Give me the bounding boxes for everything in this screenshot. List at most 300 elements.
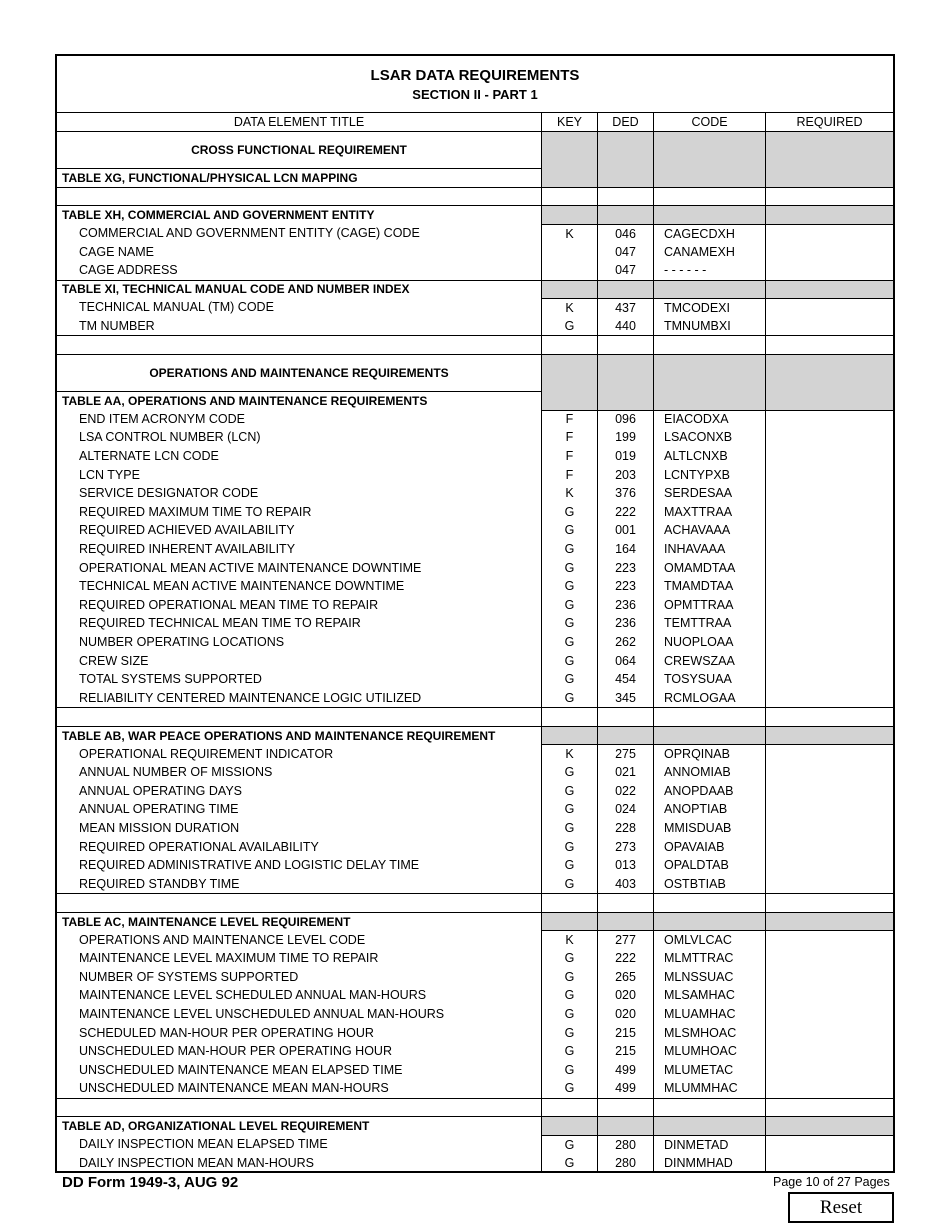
code-cell: OMAMDTAA bbox=[654, 558, 766, 577]
ded-cell bbox=[598, 893, 654, 912]
key-cell bbox=[542, 726, 598, 745]
key-cell: G bbox=[542, 949, 598, 968]
ded-cell: 046 bbox=[598, 224, 654, 243]
element-title: END ITEM ACRONYM CODE bbox=[57, 410, 542, 429]
code-cell bbox=[654, 912, 766, 931]
ded-cell: 280 bbox=[598, 1154, 654, 1173]
table-group-title: TABLE AB, WAR PEACE OPERATIONS AND MAINTENANCE REQUIREMENT bbox=[57, 726, 542, 745]
element-title: TECHNICAL MEAN ACTIVE MAINTENANCE DOWNTIME bbox=[57, 577, 542, 596]
element-title: REQUIRED INHERENT AVAILABILITY bbox=[57, 540, 542, 559]
table-row bbox=[57, 484, 893, 503]
key-cell: G bbox=[542, 763, 598, 782]
required-input bbox=[766, 893, 893, 912]
element-title: TECHNICAL MANUAL (TM) CODE bbox=[57, 298, 542, 317]
table-group-title bbox=[57, 1098, 542, 1117]
column-header-ded: DED bbox=[598, 112, 654, 131]
key-cell: G bbox=[542, 1079, 598, 1098]
required-input bbox=[766, 1116, 893, 1135]
table-row bbox=[57, 1005, 893, 1024]
key-cell: G bbox=[542, 986, 598, 1005]
code-cell: TMNUMBXI bbox=[654, 317, 766, 336]
page-info: Page 10 of 27 Pages bbox=[773, 1175, 890, 1189]
ded-cell bbox=[598, 354, 654, 391]
code-cell: ANNOMIAB bbox=[654, 763, 766, 782]
element-title: SERVICE DESIGNATOR CODE bbox=[57, 484, 542, 503]
code-cell: CAGECDXH bbox=[654, 224, 766, 243]
ded-cell: 222 bbox=[598, 503, 654, 522]
table-row bbox=[57, 651, 893, 670]
table-group-title bbox=[57, 893, 542, 912]
ded-cell: 223 bbox=[598, 577, 654, 596]
table-group-header bbox=[57, 912, 893, 931]
ded-cell: 022 bbox=[598, 782, 654, 801]
table-row bbox=[57, 558, 893, 577]
required-input[interactable] bbox=[766, 577, 893, 596]
ded-cell: 499 bbox=[598, 1079, 654, 1098]
code-cell bbox=[654, 187, 766, 206]
code-cell: TOSYSUAA bbox=[654, 670, 766, 689]
required-input bbox=[766, 1098, 893, 1117]
required-input[interactable] bbox=[766, 1061, 893, 1080]
required-input[interactable] bbox=[766, 410, 893, 429]
lsar-form bbox=[55, 54, 895, 1173]
key-cell: K bbox=[542, 484, 598, 503]
table-group-title bbox=[57, 187, 542, 206]
code-cell bbox=[654, 335, 766, 354]
key-cell bbox=[542, 1098, 598, 1117]
code-cell: INHAVAAA bbox=[654, 540, 766, 559]
key-cell: G bbox=[542, 317, 598, 336]
required-input[interactable] bbox=[766, 540, 893, 559]
blank-row bbox=[57, 1098, 893, 1117]
ded-cell bbox=[598, 280, 654, 299]
code-cell: RCMLOGAA bbox=[654, 689, 766, 708]
required-input[interactable] bbox=[766, 261, 893, 280]
key-cell: K bbox=[542, 298, 598, 317]
table-row bbox=[57, 763, 893, 782]
ded-cell: 236 bbox=[598, 596, 654, 615]
table-group-title: TABLE XI, TECHNICAL MANUAL CODE AND NUMBER INDEX bbox=[57, 280, 542, 299]
element-title: NUMBER OF SYSTEMS SUPPORTED bbox=[57, 968, 542, 987]
key-cell: G bbox=[542, 1061, 598, 1080]
element-title: ANNUAL OPERATING TIME bbox=[57, 800, 542, 819]
required-input[interactable] bbox=[766, 949, 893, 968]
code-cell: MLUMETAC bbox=[654, 1061, 766, 1080]
ded-cell: 215 bbox=[598, 1023, 654, 1042]
table-row bbox=[57, 837, 893, 856]
element-title: RELIABILITY CENTERED MAINTENANCE LOGIC UTILIZED bbox=[57, 689, 542, 708]
form-title: LSAR DATA REQUIREMENTS bbox=[370, 67, 580, 84]
code-cell bbox=[654, 205, 766, 224]
ded-cell: 047 bbox=[598, 242, 654, 261]
key-cell: G bbox=[542, 558, 598, 577]
form-subtitle: SECTION II - PART 1 bbox=[412, 87, 538, 102]
key-cell: G bbox=[542, 837, 598, 856]
key-cell: G bbox=[542, 540, 598, 559]
table-row bbox=[57, 744, 893, 763]
table-group-header bbox=[57, 1116, 893, 1135]
required-input[interactable] bbox=[766, 614, 893, 633]
code-cell bbox=[654, 893, 766, 912]
key-cell bbox=[542, 391, 598, 410]
element-title: REQUIRED STANDBY TIME bbox=[57, 875, 542, 894]
element-title: UNSCHEDULED MAN-HOUR PER OPERATING HOUR bbox=[57, 1042, 542, 1061]
section-title: OPERATIONS AND MAINTENANCE REQUIREMENTS bbox=[57, 354, 542, 391]
table-row bbox=[57, 503, 893, 522]
ded-cell: 273 bbox=[598, 837, 654, 856]
key-cell: G bbox=[542, 782, 598, 801]
section-header bbox=[57, 131, 893, 168]
code-cell: MLMTTRAC bbox=[654, 949, 766, 968]
ded-cell bbox=[598, 726, 654, 745]
table-row bbox=[57, 577, 893, 596]
required-input[interactable] bbox=[766, 689, 893, 708]
key-cell: G bbox=[542, 819, 598, 838]
code-cell: LSACONXB bbox=[654, 428, 766, 447]
code-cell: - - - - - - bbox=[654, 261, 766, 280]
key-cell: G bbox=[542, 521, 598, 540]
element-title: TOTAL SYSTEMS SUPPORTED bbox=[57, 670, 542, 689]
key-cell bbox=[542, 1116, 598, 1135]
key-cell: K bbox=[542, 930, 598, 949]
table-row bbox=[57, 800, 893, 819]
key-cell: G bbox=[542, 689, 598, 708]
code-cell: ANOPDAAB bbox=[654, 782, 766, 801]
key-cell bbox=[542, 280, 598, 299]
code-cell: OSTBTIAB bbox=[654, 875, 766, 894]
required-input[interactable] bbox=[766, 782, 893, 801]
code-cell: TMAMDTAA bbox=[654, 577, 766, 596]
element-title: NUMBER OPERATING LOCATIONS bbox=[57, 633, 542, 652]
required-input[interactable] bbox=[766, 317, 893, 336]
required-input[interactable] bbox=[766, 837, 893, 856]
required-input[interactable] bbox=[766, 800, 893, 819]
key-cell: G bbox=[542, 633, 598, 652]
ded-cell: 199 bbox=[598, 428, 654, 447]
section-title: CROSS FUNCTIONAL REQUIREMENT bbox=[57, 131, 542, 168]
code-cell: TEMTTRAA bbox=[654, 614, 766, 633]
table-row bbox=[57, 1061, 893, 1080]
key-cell bbox=[542, 261, 598, 280]
element-title: CAGE ADDRESS bbox=[57, 261, 542, 280]
ded-cell: 403 bbox=[598, 875, 654, 894]
form-header bbox=[57, 56, 893, 113]
code-cell bbox=[654, 1098, 766, 1117]
required-input[interactable] bbox=[766, 763, 893, 782]
ded-cell bbox=[598, 391, 654, 410]
key-cell bbox=[542, 187, 598, 206]
table-row bbox=[57, 261, 893, 280]
code-cell: MLSMHOAC bbox=[654, 1023, 766, 1042]
blank-row bbox=[57, 707, 893, 726]
required-input[interactable] bbox=[766, 968, 893, 987]
element-title: MAINTENANCE LEVEL MAXIMUM TIME TO REPAIR bbox=[57, 949, 542, 968]
code-cell: EIACODXA bbox=[654, 410, 766, 429]
table-row bbox=[57, 1154, 893, 1173]
required-input[interactable] bbox=[766, 875, 893, 894]
required-input[interactable] bbox=[766, 1079, 893, 1098]
table-row bbox=[57, 1023, 893, 1042]
required-input[interactable] bbox=[766, 521, 893, 540]
code-cell: ANOPTIAB bbox=[654, 800, 766, 819]
key-cell: G bbox=[542, 614, 598, 633]
element-title: DAILY INSPECTION MEAN MAN-HOURS bbox=[57, 1154, 542, 1173]
table-group-header bbox=[57, 391, 893, 410]
ded-cell bbox=[598, 168, 654, 187]
table-row bbox=[57, 689, 893, 708]
table-row bbox=[57, 596, 893, 615]
ded-cell: 265 bbox=[598, 968, 654, 987]
element-title: COMMERCIAL AND GOVERNMENT ENTITY (CAGE) CODE bbox=[57, 224, 542, 243]
element-title: SCHEDULED MAN-HOUR PER OPERATING HOUR bbox=[57, 1023, 542, 1042]
key-cell: F bbox=[542, 410, 598, 429]
element-title: REQUIRED ADMINISTRATIVE AND LOGISTIC DELAY TIME bbox=[57, 856, 542, 875]
key-cell: G bbox=[542, 596, 598, 615]
code-cell bbox=[654, 354, 766, 391]
required-input[interactable] bbox=[766, 465, 893, 484]
key-cell: G bbox=[542, 670, 598, 689]
required-input[interactable] bbox=[766, 224, 893, 243]
code-cell bbox=[654, 280, 766, 299]
ded-cell: 454 bbox=[598, 670, 654, 689]
ded-cell: 064 bbox=[598, 651, 654, 670]
code-cell: OPALDTAB bbox=[654, 856, 766, 875]
ded-cell bbox=[598, 205, 654, 224]
ded-cell: 001 bbox=[598, 521, 654, 540]
required-input[interactable] bbox=[766, 819, 893, 838]
key-cell bbox=[542, 707, 598, 726]
key-cell: G bbox=[542, 800, 598, 819]
key-cell: G bbox=[542, 1154, 598, 1173]
key-cell bbox=[542, 205, 598, 224]
element-title: LCN TYPE bbox=[57, 465, 542, 484]
ded-cell: 222 bbox=[598, 949, 654, 968]
code-cell: OPRQINAB bbox=[654, 744, 766, 763]
key-cell bbox=[542, 335, 598, 354]
table-group-header bbox=[57, 726, 893, 745]
section-header bbox=[57, 354, 893, 391]
table-row bbox=[57, 428, 893, 447]
required-input bbox=[766, 205, 893, 224]
code-cell: MLNSSUAC bbox=[654, 968, 766, 987]
required-input[interactable] bbox=[766, 298, 893, 317]
element-title: MAINTENANCE LEVEL UNSCHEDULED ANNUAL MAN-HOURS bbox=[57, 1005, 542, 1024]
element-title: REQUIRED MAXIMUM TIME TO REPAIR bbox=[57, 503, 542, 522]
ded-cell bbox=[598, 335, 654, 354]
table-group-title: TABLE AD, ORGANIZATIONAL LEVEL REQUIREMENT bbox=[57, 1116, 542, 1135]
key-cell bbox=[542, 912, 598, 931]
ded-cell: 280 bbox=[598, 1135, 654, 1154]
key-cell: G bbox=[542, 503, 598, 522]
required-input bbox=[766, 912, 893, 931]
required-input[interactable] bbox=[766, 986, 893, 1005]
element-title: TM NUMBER bbox=[57, 317, 542, 336]
required-input[interactable] bbox=[766, 633, 893, 652]
table-row bbox=[57, 633, 893, 652]
table-group-title bbox=[57, 335, 542, 354]
table-row bbox=[57, 540, 893, 559]
table-row bbox=[57, 1135, 893, 1154]
column-header-title: DATA ELEMENT TITLE bbox=[57, 112, 542, 131]
required-input[interactable] bbox=[766, 1042, 893, 1061]
required-input[interactable] bbox=[766, 651, 893, 670]
key-cell: K bbox=[542, 224, 598, 243]
key-cell: G bbox=[542, 875, 598, 894]
required-input[interactable] bbox=[766, 856, 893, 875]
table-group-header bbox=[57, 168, 893, 187]
ded-cell: 345 bbox=[598, 689, 654, 708]
element-title: ANNUAL OPERATING DAYS bbox=[57, 782, 542, 801]
key-cell: F bbox=[542, 465, 598, 484]
key-cell: F bbox=[542, 428, 598, 447]
ded-cell: 021 bbox=[598, 763, 654, 782]
code-cell: TMCODEXI bbox=[654, 298, 766, 317]
ded-cell: 236 bbox=[598, 614, 654, 633]
code-cell bbox=[654, 1116, 766, 1135]
table-row bbox=[57, 782, 893, 801]
table-row bbox=[57, 875, 893, 894]
required-input[interactable] bbox=[766, 1135, 893, 1154]
required-input bbox=[766, 168, 893, 187]
element-title: CAGE NAME bbox=[57, 242, 542, 261]
table-group-title bbox=[57, 707, 542, 726]
element-title: MEAN MISSION DURATION bbox=[57, 819, 542, 838]
ded-cell bbox=[598, 1116, 654, 1135]
ded-cell: 440 bbox=[598, 317, 654, 336]
required-input bbox=[766, 187, 893, 206]
ded-cell bbox=[598, 187, 654, 206]
key-cell: K bbox=[542, 744, 598, 763]
key-cell bbox=[542, 242, 598, 261]
table-row bbox=[57, 224, 893, 243]
element-title: LSA CONTROL NUMBER (LCN) bbox=[57, 428, 542, 447]
blank-row bbox=[57, 893, 893, 912]
element-title: ANNUAL NUMBER OF MISSIONS bbox=[57, 763, 542, 782]
ded-cell: 223 bbox=[598, 558, 654, 577]
ded-cell: 013 bbox=[598, 856, 654, 875]
ded-cell: 437 bbox=[598, 298, 654, 317]
table-header-row bbox=[57, 112, 893, 131]
code-cell: CREWSZAA bbox=[654, 651, 766, 670]
element-title: UNSCHEDULED MAINTENANCE MEAN ELAPSED TIME bbox=[57, 1061, 542, 1080]
table-row bbox=[57, 819, 893, 838]
required-input[interactable] bbox=[766, 596, 893, 615]
required-input bbox=[766, 335, 893, 354]
table-row bbox=[57, 410, 893, 429]
required-input[interactable] bbox=[766, 503, 893, 522]
ded-cell: 228 bbox=[598, 819, 654, 838]
ded-cell bbox=[598, 1098, 654, 1117]
required-input[interactable] bbox=[766, 1154, 893, 1173]
code-cell: NUOPLOAA bbox=[654, 633, 766, 652]
table-row bbox=[57, 670, 893, 689]
required-input[interactable] bbox=[766, 744, 893, 763]
key-cell: G bbox=[542, 651, 598, 670]
ded-cell: 020 bbox=[598, 986, 654, 1005]
required-input[interactable] bbox=[766, 558, 893, 577]
required-input[interactable] bbox=[766, 484, 893, 503]
required-input[interactable] bbox=[766, 242, 893, 261]
required-input[interactable] bbox=[766, 1005, 893, 1024]
ded-cell: 262 bbox=[598, 633, 654, 652]
required-input bbox=[766, 280, 893, 299]
ded-cell: 096 bbox=[598, 410, 654, 429]
table-row bbox=[57, 614, 893, 633]
required-input[interactable] bbox=[766, 447, 893, 466]
required-input bbox=[766, 131, 893, 168]
required-input[interactable] bbox=[766, 428, 893, 447]
table-row bbox=[57, 930, 893, 949]
required-input[interactable] bbox=[766, 1023, 893, 1042]
table-row bbox=[57, 986, 893, 1005]
table-row bbox=[57, 968, 893, 987]
required-input bbox=[766, 391, 893, 410]
key-cell: G bbox=[542, 968, 598, 987]
element-title: OPERATIONS AND MAINTENANCE LEVEL CODE bbox=[57, 930, 542, 949]
key-cell bbox=[542, 168, 598, 187]
code-cell: LCNTYPXB bbox=[654, 465, 766, 484]
code-cell: MMISDUAB bbox=[654, 819, 766, 838]
ded-cell: 203 bbox=[598, 465, 654, 484]
table-row bbox=[57, 856, 893, 875]
table-group-title: TABLE AC, MAINTENANCE LEVEL REQUIREMENT bbox=[57, 912, 542, 931]
required-input bbox=[766, 354, 893, 391]
required-input[interactable] bbox=[766, 670, 893, 689]
ded-cell: 215 bbox=[598, 1042, 654, 1061]
code-cell bbox=[654, 391, 766, 410]
code-cell: CANAMEXH bbox=[654, 242, 766, 261]
required-input bbox=[766, 726, 893, 745]
table-row bbox=[57, 317, 893, 336]
code-cell: MAXTTRAA bbox=[654, 503, 766, 522]
code-cell bbox=[654, 168, 766, 187]
code-cell: MLUMHOAC bbox=[654, 1042, 766, 1061]
element-title: OPERATIONAL REQUIREMENT INDICATOR bbox=[57, 744, 542, 763]
required-input bbox=[766, 707, 893, 726]
blank-row bbox=[57, 335, 893, 354]
code-cell: OPMTTRAA bbox=[654, 596, 766, 615]
code-cell bbox=[654, 707, 766, 726]
ded-cell: 376 bbox=[598, 484, 654, 503]
required-input[interactable] bbox=[766, 930, 893, 949]
table-row bbox=[57, 298, 893, 317]
key-cell: G bbox=[542, 1023, 598, 1042]
key-cell: G bbox=[542, 1135, 598, 1154]
key-cell bbox=[542, 893, 598, 912]
ded-cell: 499 bbox=[598, 1061, 654, 1080]
code-cell: MLUAMHAC bbox=[654, 1005, 766, 1024]
ded-cell bbox=[598, 912, 654, 931]
element-title: UNSCHEDULED MAINTENANCE MEAN MAN-HOURS bbox=[57, 1079, 542, 1098]
table-row bbox=[57, 447, 893, 466]
code-cell bbox=[654, 131, 766, 168]
blank-row bbox=[57, 187, 893, 206]
table-row bbox=[57, 242, 893, 261]
key-cell: G bbox=[542, 856, 598, 875]
element-title: CREW SIZE bbox=[57, 651, 542, 670]
code-cell: MLUMMHAC bbox=[654, 1079, 766, 1098]
table-row bbox=[57, 949, 893, 968]
table-group-title: TABLE XG, FUNCTIONAL/PHYSICAL LCN MAPPING bbox=[57, 168, 542, 187]
ded-cell: 164 bbox=[598, 540, 654, 559]
element-title: REQUIRED ACHIEVED AVAILABILITY bbox=[57, 521, 542, 540]
code-cell bbox=[654, 726, 766, 745]
column-header-code: CODE bbox=[654, 112, 766, 131]
ded-cell bbox=[598, 131, 654, 168]
reset-button[interactable]: Reset bbox=[788, 1192, 894, 1223]
ded-cell: 020 bbox=[598, 1005, 654, 1024]
key-cell: G bbox=[542, 1042, 598, 1061]
